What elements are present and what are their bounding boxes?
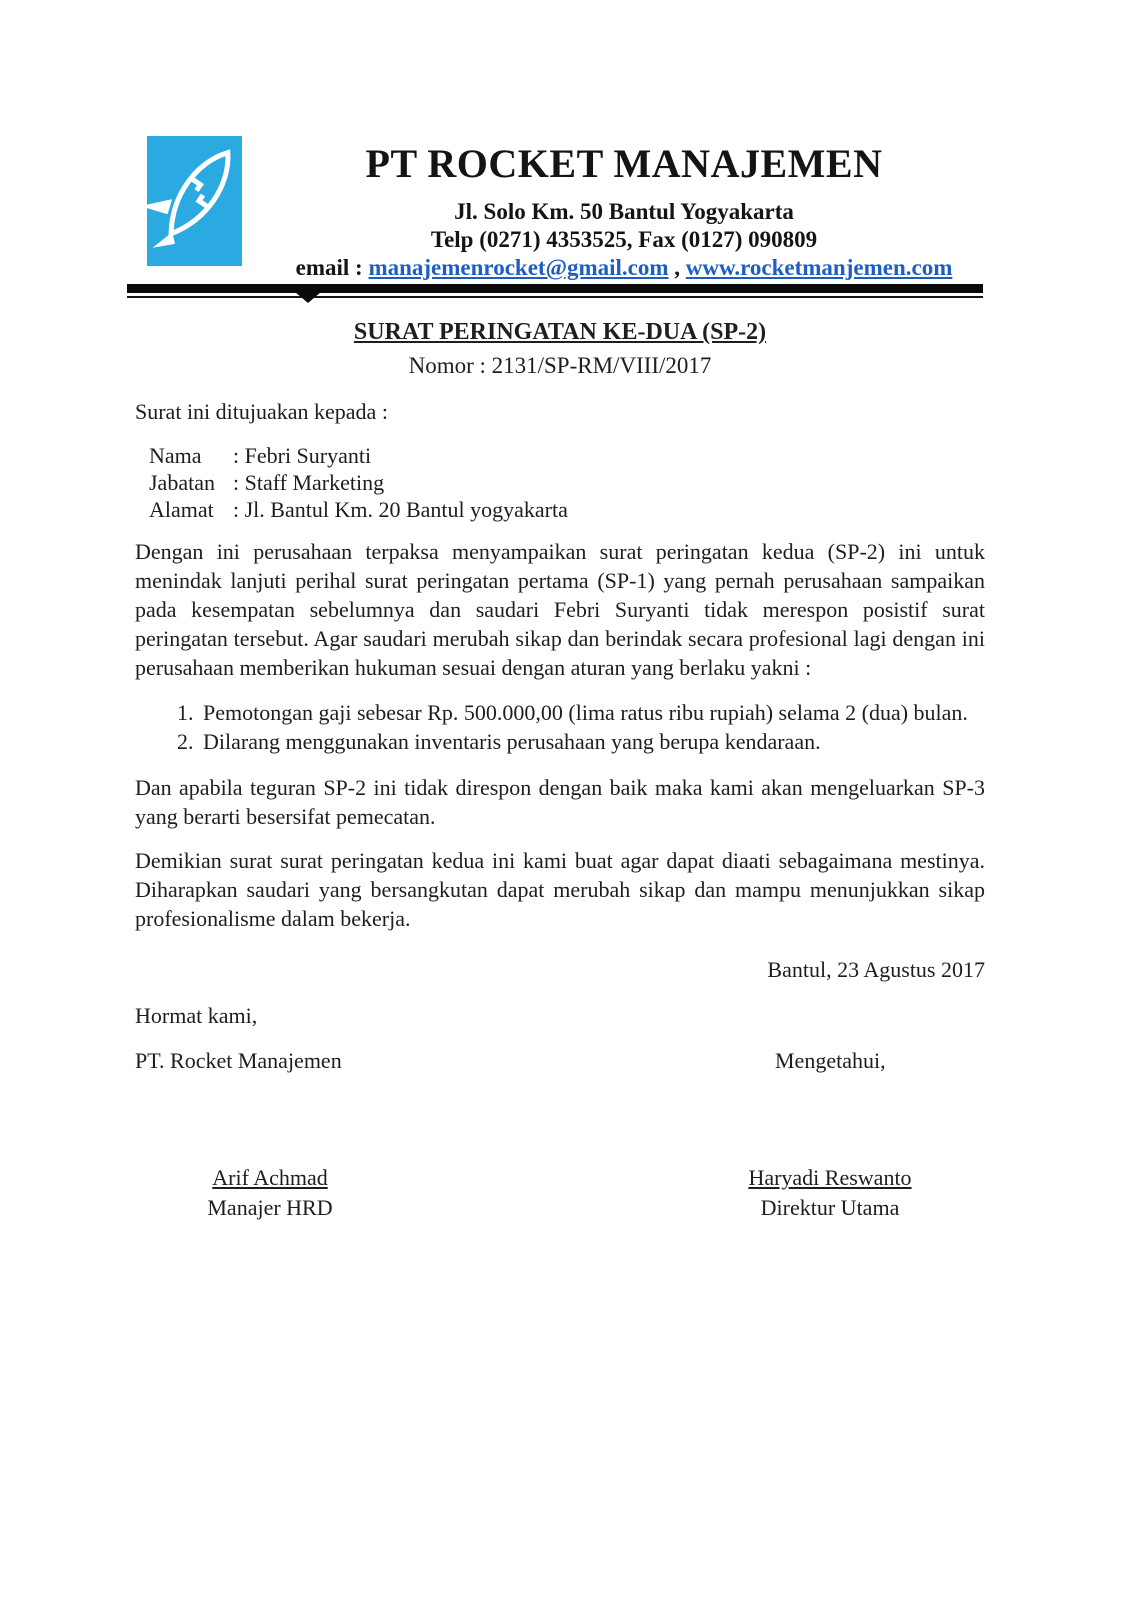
letterhead — [268, 142, 980, 282]
signature-row — [135, 1163, 985, 1223]
sanction-list — [135, 698, 985, 756]
signatory-hrd — [155, 1163, 385, 1223]
closing-company-row — [135, 1046, 985, 1075]
salutation: Hormat kami, — [135, 1003, 258, 1028]
divider-notch — [295, 292, 321, 303]
company-name: PT ROCKET MANAJEMEN — [365, 141, 883, 186]
recipient-row-jabatan — [149, 469, 985, 496]
date-line: Bantul, 23 Agustus 2017 — [767, 957, 985, 982]
letter-title: SURAT PERINGATAN KE-DUA (SP-2) — [353, 319, 767, 345]
signatory-name: Haryadi Reswanto — [748, 1165, 912, 1190]
title-block — [135, 318, 985, 380]
email-label: email : — [295, 255, 369, 280]
recipient-value: : Febri Suryanti — [233, 443, 372, 468]
recipient-intro: Surat ini ditujuakan kepada : — [135, 399, 388, 424]
signatory-name: Arif Achmad — [212, 1165, 328, 1190]
signatory-title: Direktur Utama — [760, 1195, 900, 1220]
signatory-title: Manajer HRD — [207, 1195, 333, 1220]
recipient-block — [149, 442, 985, 523]
recipient-label: Jabatan — [149, 470, 215, 495]
divider-thick-bar — [127, 284, 983, 293]
body-paragraph-3: Demikian surat surat peringatan kedua ini kami buat agar dapat diaati sebagaimana mestinya. Diharapkan saudari yang bersangkutan dapat merubah sikap dan mampu menunjukkan sikap profesionalisme dalam bekerja. — [135, 848, 985, 931]
body-paragraph-1: Dengan ini perusahaan terpaksa menyampaikan surat peringatan kedua (SP-2) ini untuk menindak lanjuti perihal surat peringatan pertama (SP-1) yang pernah perusahaan sampaikan pada kesempatan sebelumnya dan saudari Febri Suryanti tidak merespon posistif surat peringatan tersebut. Agar saudari merubah sikap dan berindak secara profesional lagi dengan ini perusahaan memberikan hukuman sesuai dengan aturan yang berlaku yakni : — [135, 539, 985, 680]
acknowledge-label: Mengetahui, — [775, 1048, 886, 1073]
sanction-item: 1. Pemotongan gaji sebesar Rp. 500.000,00 (lima ratus ribu rupiah) selama 2 (dua) bulan. — [199, 698, 985, 727]
rocket-icon — [147, 136, 242, 266]
recipient-value: : Jl. Bantul Km. 20 Bantul yogyakarta — [233, 497, 568, 522]
divider-thin-line — [127, 296, 983, 298]
sanction-item: 2. Dilarang menggunakan inventaris perusahaan yang berupa kendaraan. — [199, 727, 985, 756]
signatory-director — [715, 1163, 945, 1223]
recipient-label: Nama — [149, 443, 202, 468]
letter-content — [135, 318, 985, 1223]
closing-company: PT. Rocket Manajemen — [135, 1048, 342, 1073]
recipient-label: Alamat — [149, 497, 214, 522]
recipient-row-alamat — [149, 496, 985, 523]
company-contact-line — [268, 254, 980, 282]
recipient-value: : Staff Marketing — [233, 470, 385, 495]
website-link[interactable]: www.rocketmanjemen.com — [685, 255, 953, 280]
letter-number: Nomor : 2131/SP-RM/VIII/2017 — [408, 353, 712, 378]
contact-separator: , — [668, 255, 686, 280]
company-phone-fax: Telp (0271) 4353525, Fax (0127) 090809 — [430, 227, 818, 252]
body-paragraph-2: Dan apabila teguran SP-2 ini tidak direspon dengan baik maka kami akan mengeluarkan SP-3 yang berarti besersifat pemecatan. — [135, 775, 985, 829]
recipient-row-nama — [149, 442, 985, 469]
email-link[interactable]: manajemenrocket@gmail.com — [368, 255, 669, 280]
company-address: Jl. Solo Km. 50 Bantul Yogyakarta — [454, 199, 794, 224]
company-logo — [147, 136, 242, 266]
letterhead-divider — [127, 284, 983, 298]
